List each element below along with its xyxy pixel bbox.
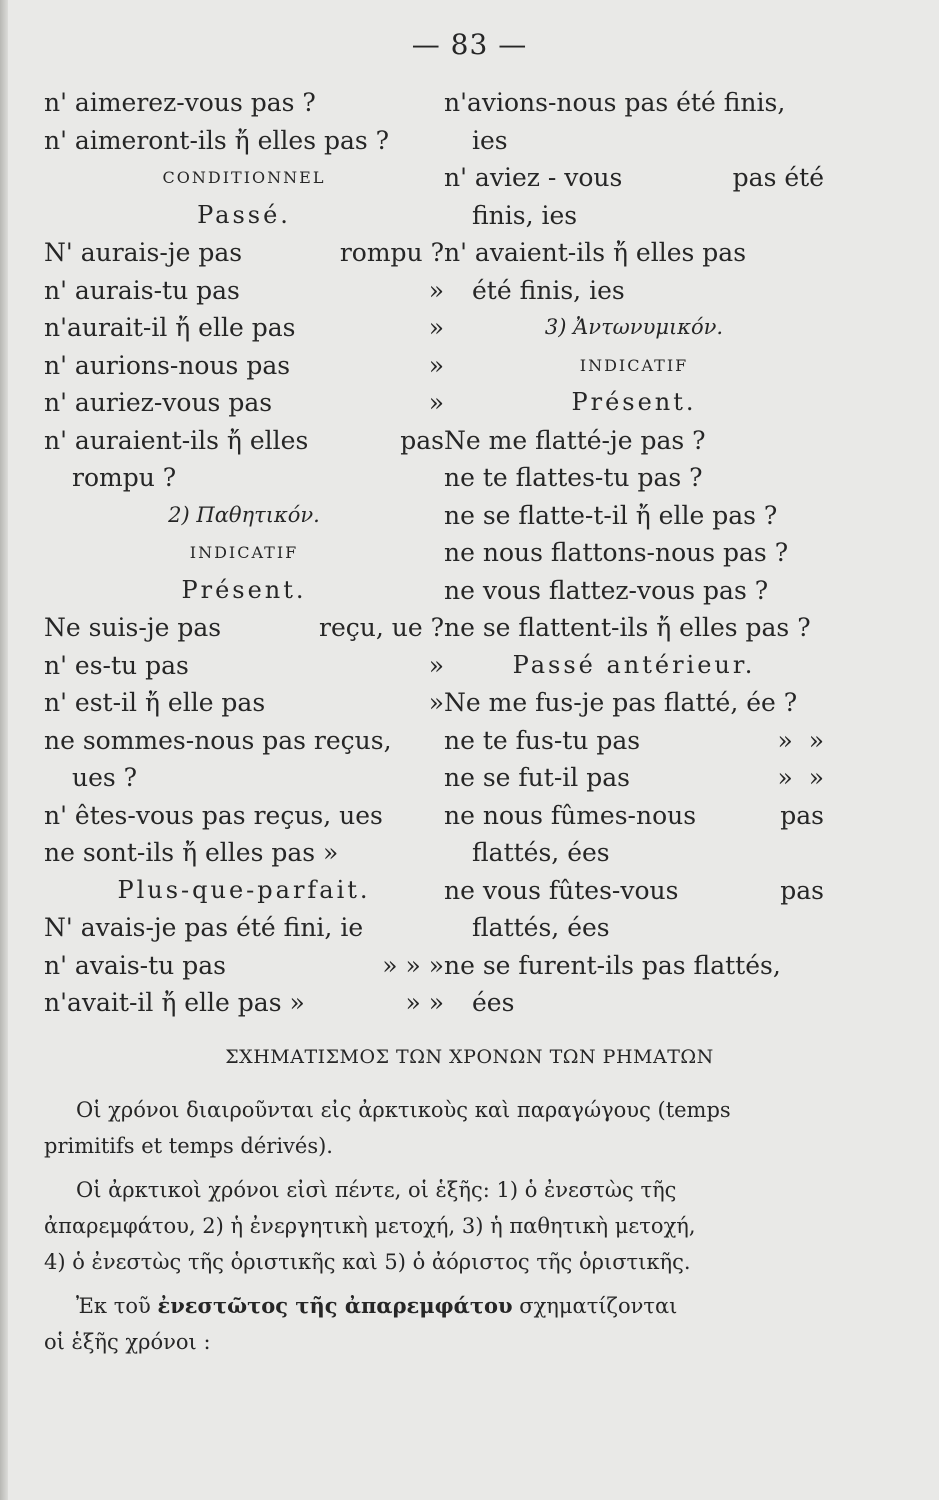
section-title: ΣΧΗΜΑΤΙΣΜΟΣ ΤΩΝ ΧΡΟΝΩΝ ΤΩΝ ΡΗΜΑΤΩΝ	[225, 1046, 714, 1068]
right-column-line-text: ne se fut-il pas	[444, 763, 630, 792]
right-column-line	[444, 197, 824, 235]
left-column-line	[44, 234, 444, 272]
right-column-line	[444, 234, 824, 272]
right-column-line-text: INDICATIF	[579, 355, 689, 375]
left-column-line	[44, 834, 444, 872]
right-column-line-text: ne se flattent-ils ἤ elles pas ?	[444, 613, 811, 642]
left-column-line-text: n' es-tu pas	[44, 650, 189, 680]
left-column-line-text: ne sommes-nous pas reçus,	[44, 725, 392, 755]
left-column-line-suffix: »	[428, 313, 444, 342]
left-column-line-suffix: pas	[400, 425, 444, 455]
left-column-line-suffix: »	[428, 388, 444, 417]
right-column-line	[444, 497, 824, 535]
left-column-line-suffix: »	[428, 688, 444, 717]
left-column-line-text: CONDITIONNEL	[162, 168, 326, 187]
right-column-line-text: flattés, ées	[472, 913, 610, 942]
left-column-line	[44, 684, 444, 722]
right-column-line	[444, 797, 824, 835]
right-column-line	[444, 159, 824, 197]
left-column-line-text: Présent.	[181, 575, 307, 604]
right-column-line-text: ne nous fûmes-nous	[444, 800, 697, 830]
right-column-line-text: n'avions-nous pas été finis,	[444, 88, 786, 117]
paragraph-1	[44, 1092, 814, 1164]
left-column-line-suffix: » » »	[382, 950, 444, 980]
left-column-line-text: n' aurions-nous pas	[44, 350, 291, 380]
left-column-line-text: N' aurais-je pas	[44, 238, 243, 267]
left-column-line-suffix: »	[428, 650, 444, 680]
left-column-line	[44, 872, 444, 910]
right-column-line-text: ne te flattes-tu pas ?	[444, 463, 703, 492]
left-column-line	[44, 534, 444, 572]
right-column-line	[444, 909, 824, 947]
paragraph-3-before: Ἐκ τοῦ	[76, 1294, 151, 1318]
left-column-line-text: 2) Παθητικόν.	[168, 502, 320, 527]
left-column-line-text: Ne suis-je pas	[44, 613, 222, 642]
left-column-line	[44, 272, 444, 310]
right-column	[444, 84, 824, 1022]
left-column-line-text: ne sont-ils ἤ elles pas »	[44, 838, 339, 867]
left-column-line-suffix: reçu, ue ?	[319, 613, 444, 642]
left-column-line-text: n' aimeront-ils ἤ elles pas ?	[44, 125, 390, 155]
left-column-line-text: Passé.	[197, 200, 291, 229]
left-column-line	[44, 647, 444, 685]
paragraph-2-line-3: 4) ὁ ἐνεστὼς τῆς ὁριστικῆς καὶ 5) ὁ ἀόριστος τῆς ὁριστικῆς.	[44, 1250, 691, 1274]
left-column	[44, 84, 444, 1022]
left-column-line	[44, 947, 444, 985]
right-column-line-suffix: » »	[777, 725, 824, 755]
right-column-line	[444, 309, 824, 347]
left-column-line-text: INDICATIF	[189, 543, 299, 562]
right-column-line-suffix: pas	[780, 800, 824, 830]
left-column-line	[44, 759, 444, 797]
paragraph-3-bold: ἐνεστῶτος τῆς ἀπαρεμφάτου	[157, 1293, 513, 1318]
right-column-line	[444, 384, 824, 422]
paragraph-2	[44, 1172, 814, 1280]
right-column-line	[444, 347, 824, 385]
right-column-line-text: ne nous flattons-nous pas ?	[444, 538, 789, 567]
right-column-line	[444, 984, 824, 1022]
left-column-line	[44, 609, 444, 647]
paragraph-2-line-2: ἀπαρεμφάτου, 2) ἡ ἐνεργητικὴ μετοχή, 3) ἡ παθητικὴ μετοχή,	[44, 1214, 696, 1238]
paragraph-3	[44, 1288, 814, 1360]
right-column-line-text: ies	[472, 125, 508, 155]
right-column-line-text: Présent.	[571, 388, 697, 416]
paragraph-3-line-1	[44, 1288, 814, 1324]
left-column-line-text: n' êtes-vous pas reçus, ues	[44, 800, 383, 830]
right-column-line-suffix: pas	[780, 875, 824, 905]
right-column-line	[444, 647, 824, 685]
right-column-line-text: finis, ies	[472, 200, 578, 230]
left-column-line	[44, 197, 444, 235]
right-column-line-text: n' aviez - vous	[444, 163, 623, 192]
right-column-line-text: n' avaient-ils ἤ elles pas	[444, 238, 747, 267]
left-column-line-text: rompu ?	[72, 463, 177, 492]
left-column-line-text: n' est-il ἤ elle pas	[44, 688, 266, 717]
left-column-line-text: ues ?	[72, 763, 138, 792]
left-column-line-text: n' auraient-ils ἤ elles	[44, 425, 309, 455]
left-column-line-text: N' avais-je pas été fini, ie	[44, 913, 364, 942]
left-column-line	[44, 347, 444, 385]
left-column-line-text: n' aurais-tu pas	[44, 275, 240, 305]
right-column-line-text: flattés, ées	[472, 838, 610, 867]
right-column-line-text: été finis, ies	[472, 275, 625, 305]
left-column-line	[44, 122, 444, 160]
left-column-line	[44, 909, 444, 947]
page-number: — 83 —	[411, 28, 528, 61]
right-column-line-text: ne te fus-tu pas	[444, 725, 641, 755]
left-column-line-suffix: » »	[405, 988, 444, 1017]
right-column-line	[444, 84, 824, 122]
paragraph-2-line-1: Οἱ ἀρκτικοὶ χρόνοι εἰσὶ πέντε, οἱ ἑξῆς: 1) ὁ ἐνεστὼς τῆς	[76, 1178, 677, 1202]
left-column-line-suffix: »	[428, 275, 444, 305]
right-column-line	[444, 272, 824, 310]
left-column-line	[44, 84, 444, 122]
left-column-line	[44, 309, 444, 347]
paragraph-3-after: σχηματίζονται	[519, 1294, 678, 1318]
right-column-line	[444, 459, 824, 497]
right-column-line	[444, 834, 824, 872]
right-column-line	[444, 609, 824, 647]
right-column-line	[444, 422, 824, 460]
paragraph-1-line-2: primitifs et temps dérivés).	[44, 1134, 333, 1158]
left-column-line-suffix: rompu ?	[339, 238, 444, 267]
right-column-line-text: ées	[472, 988, 515, 1017]
right-column-line	[444, 534, 824, 572]
right-column-line-text: ne se flatte-t-il ἤ elle pas ?	[444, 500, 778, 530]
right-column-line-suffix: pas été	[732, 163, 824, 192]
right-column-line	[444, 684, 824, 722]
left-column-line-text: n' aimerez-vous pas ?	[44, 88, 316, 117]
right-column-line	[444, 759, 824, 797]
right-column-line	[444, 872, 824, 910]
left-column-line-text: n' avais-tu pas	[44, 950, 226, 980]
right-column-line-text: ne se furent-ils pas flattés,	[444, 950, 781, 980]
left-column-line	[44, 572, 444, 610]
left-column-line	[44, 459, 444, 497]
left-column-line-text: n'aurait-il ἤ elle pas	[44, 313, 296, 342]
left-column-line-text: n'avait-il ἤ elle pas »	[44, 988, 305, 1017]
right-column-line-text: 3) Ἀντωνυμικόν.	[544, 315, 724, 339]
right-column-line	[444, 122, 824, 160]
right-column-line-suffix: » »	[777, 763, 824, 792]
left-column-line	[44, 797, 444, 835]
left-column-line	[44, 384, 444, 422]
left-column-line	[44, 984, 444, 1022]
right-column-line	[444, 947, 824, 985]
left-column-line-suffix: »	[428, 350, 444, 380]
paragraph-3-line-2: οἱ ἑξῆς χρόνοι :	[44, 1330, 211, 1354]
right-column-line-text: Ne me flatté-je pas ?	[444, 425, 706, 455]
page-binding-edge	[0, 0, 8, 1500]
left-column-line	[44, 722, 444, 760]
left-column-line-text: Plus-que-parfait.	[117, 875, 371, 904]
right-column-line-text: Ne me fus-je pas flatté, ée ?	[444, 688, 798, 717]
right-column-line	[444, 722, 824, 760]
right-column-line-text: ne vous flattez-vous pas ?	[444, 575, 769, 605]
left-column-line	[44, 497, 444, 535]
right-column-line-text: ne vous fûtes-vous	[444, 875, 679, 905]
left-column-line	[44, 422, 444, 460]
left-column-line	[44, 159, 444, 197]
right-column-line	[444, 572, 824, 610]
right-column-line-text: Passé antérieur.	[512, 650, 756, 679]
left-column-line-text: n' auriez-vous pas	[44, 388, 273, 417]
paragraph-1-line-1: Οἱ χρόνοι διαιροῦνται εἰς ἀρκτικοὺς καὶ παραγώγους (temps	[76, 1098, 731, 1122]
